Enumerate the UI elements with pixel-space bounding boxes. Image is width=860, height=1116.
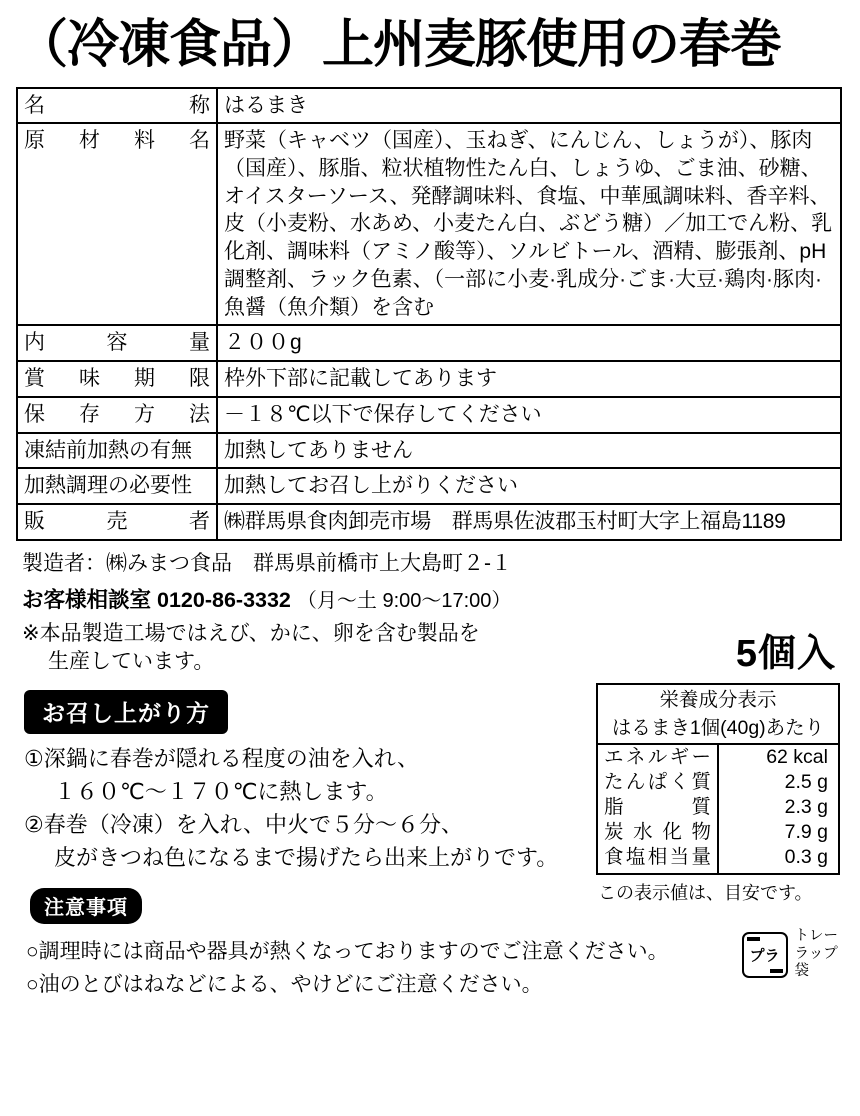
table-row-content-amount [17,325,841,361]
nutrition-name-salt: 食塩相当量 [597,845,718,874]
nutrition-value-salt: 0.3 g [784,845,828,868]
recycle-material-line2: ラップ [794,945,838,962]
caution-item: ○油のとびはねなどによる、やけどにご注意ください。 [26,972,543,996]
piece-count: 5個入 [735,633,836,675]
recycle-material-text [795,928,839,981]
nutrition-row [597,820,839,845]
howto-step-1-line2: １６０℃～１７０℃に熱します。 [54,779,388,805]
row-value-cooking-required: 加熱してお召し上がりください [217,468,841,504]
cautions-list [26,936,844,1001]
nutrition-row [597,744,839,770]
row-value-ingredients: 野菜（キャベツ（国産）、玉ねぎ、にんじん、しょうが）、豚肉（国産）、豚脂、粒状植物性たん白、しょうゆ、ごま油、砂糖、オイスターソース、発酵調味料、食塩、中華風調味料、香辛料、皮（小麦粉、水あめ、小麦たん白、ぶどう糖）／加工でん粉、乳化剤、調味料（アミノ酸等）、ソルビトール、酒精、膨張剤、pH調整剤、ラック色素、（一部に小麦·乳成分·ごま·大豆·鶏肉·豚肉·魚醤（魚介類）を含む [217,123,841,325]
table-row-name [17,88,841,124]
row-value-best-before: 枠外下部に記載してあります [217,361,841,397]
row-value-seller: ㈱群馬県食肉卸売市場 群馬県佐波郡玉村町大字上福島1189 [217,504,841,540]
customer-support-label: お客様相談室 [22,587,152,612]
row-label-best-before: 賞 味 期 限 [17,361,217,397]
recycle-material-line3: 袋 [794,963,809,980]
nutrition-value-energy: 62 kcal [766,745,828,768]
row-value-name: はるまき [217,88,841,124]
customer-support-hours: （月～土 9:00～17:00） [296,589,512,612]
nutrition-value-protein: 2.5 g [784,770,828,793]
recycle-mark-label: プラ [749,947,780,965]
recycle-arrow-bottom-icon [770,969,783,973]
row-label-name: 名 称 [17,88,217,124]
nutrition-value-fat: 2.3 g [784,795,828,818]
table-row-cooking-required [17,468,841,504]
product-title: （冷凍食品）上州麦豚使用の春巻 [16,16,782,74]
howto-step-1-line1: ①深鍋に春巻が隠れる程度の油を入れ、 [24,746,420,772]
nutrition-title-row [597,684,839,713]
nutrition-facts-label-table [16,87,842,541]
customer-support-phone: 0120‐86‐3332 [157,587,291,612]
row-value-storage: －１８℃以下で保存してください [217,397,841,433]
row-value-preheat: 加熱してありません [217,433,841,469]
row-label-preheat: 凍結前加熱の有無 [17,433,217,469]
nutrition-basis-row [597,713,839,744]
recycle-mark-group [742,928,839,981]
table-row-preheat [17,433,841,469]
nutrition-value-carbohydrate: 7.9 g [784,820,828,843]
cautions-heading: 注意事項 [30,888,142,924]
nutrition-name-energy: エネルギー [597,744,718,770]
nutrition-note: この表示値は、目安です。 [598,882,813,903]
nutrition-row [597,845,839,874]
customer-support-line [22,583,844,614]
row-label-seller: 販 売 者 [17,504,217,540]
nutrition-basis: はるまき1個(40g)あたり [597,713,839,744]
row-label-storage: 保 存 方 法 [17,397,217,433]
nutrition-name-protein: たんぱく質 [597,770,718,795]
table-row-ingredients [17,123,841,325]
plastic-recycle-icon [742,932,788,978]
row-value-content-amount: ２００g [217,325,841,361]
allergen-note-line1: ※本品製造工場ではえび、かに、卵を含む製品を [22,621,480,645]
nutrition-row [597,795,839,820]
right-column [596,622,840,905]
howto-heading: お召し上がり方 [24,690,228,734]
nutrition-row [597,770,839,795]
table-row-best-before [17,361,841,397]
nutrition-table [596,683,840,875]
nutrition-name-carbohydrate: 炭 水 化 物 [597,820,718,845]
recycle-material-line1: トレー [794,928,838,944]
table-row-seller [17,504,841,540]
howto-step-2-line2: 皮がきつね色になるまで揚げたら出来上がりです。 [54,845,559,871]
nutrition-name-fat: 脂 質 [597,795,718,820]
table-row-storage [17,397,841,433]
howto-step-2-line1: ②春巻（冷凍）を入れ、中火で５分～６分、 [24,812,464,838]
caution-item: ○調理時には商品や器具が熱くなっておりますのでご注意ください。 [26,940,669,964]
allergen-note-line2: 生産しています。 [48,650,215,673]
manufacturer-line: 製造者：㈱みまつ食品 群馬県前橋市上大島町２‐１ [22,551,512,575]
row-label-content-amount: 内 容 量 [17,325,217,361]
nutrition-title: 栄養成分表示 [659,689,777,711]
recycle-arrow-top-icon [747,937,760,941]
row-label-ingredients: 原 材 料 名 [17,123,217,325]
row-label-cooking-required: 加熱調理の必要性 [17,468,217,504]
